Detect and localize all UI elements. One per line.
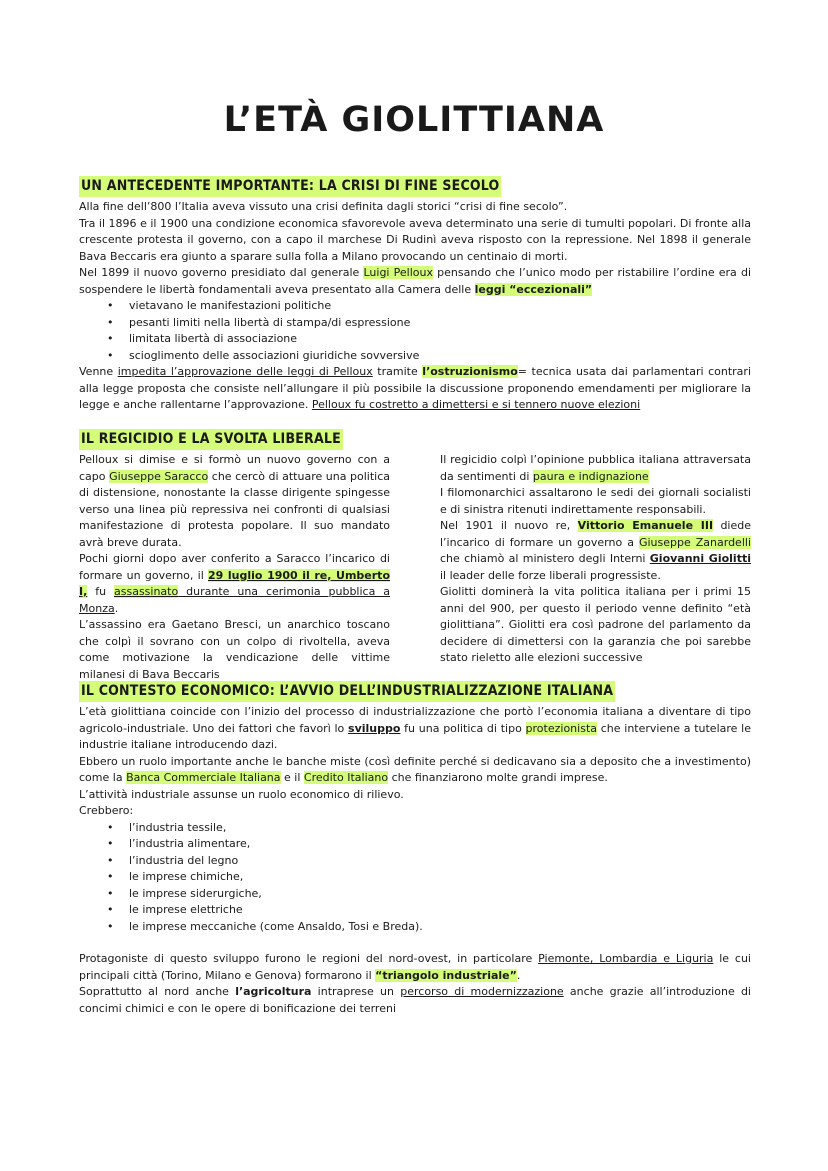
section-economia (79, 680, 751, 1017)
list-item: • le imprese meccaniche (come Ansaldo, Tosi e Breda). (129, 919, 751, 936)
highlight-zanardelli: Giuseppe Zanardelli (638, 535, 751, 549)
highlight-assassinato: assassinato (114, 585, 179, 598)
highlight-vittorio: Vittorio Emanuele III (577, 519, 714, 532)
paragraph: Ebbero un ruolo importante anche le banche miste (così definite perché si dedicavano sia a deposito che a investimento) come la Banca Commerciale Italiana e il Credito Italiano che finanziarono molte grandi imprese. (79, 754, 751, 784)
column-left (79, 452, 390, 683)
highlight-bci: Banca Commerciale Italiana (126, 771, 281, 784)
highlight-saracco: Giuseppe Saracco (109, 469, 209, 483)
list-industrie (79, 820, 751, 936)
list-item: • vietavano le manifestazioni politiche (129, 298, 751, 315)
list-item: • le imprese elettriche (129, 902, 751, 919)
paragraph: Nel 1899 il nuovo governo presidiato dal generale Luigi Pelloux pensando che l’unico modo per ristabilire l’ordine era di sospendere le libertà fondamentali aveva presentato alla Camera delle leggi “eccezionali” (79, 266, 752, 296)
highlight-credito: Credito Italiano (303, 771, 389, 784)
list-item: • pesanti limiti nella libertà di stampa/di espressione (129, 315, 751, 332)
paragraph: Crebbero: (79, 804, 134, 817)
section-heading-crisi: UN ANTECEDENTE IMPORTANTE: LA CRISI DI FINE SECOLO (79, 176, 501, 197)
paragraph: Giolitti dominerà la vita politica italiana per i primi 15 anni del 900, per questo il periodo venne definito “età giolittiana”. Giolitti era così padrone del parlamento da decidere di dimettersi con la garanzia che poi sarebbe stato rieletto alle elezioni successive (440, 585, 751, 664)
list-item: • l’industria alimentare, (129, 836, 751, 853)
list-leggi (79, 298, 751, 364)
highlight-date: 29 luglio 1900 il re, Umberto I, (79, 568, 391, 598)
list-item: • l’industria tessile, (129, 820, 751, 837)
list-item: • le imprese chimiche, (129, 869, 751, 886)
paragraph: L’assassino era Gaetano Bresci, un anarchico toscano che colpì il sovrano con un colpo di rivoltella, aveva come motivazione la vendicazione delle vittime milanesi di Bava Beccaris (79, 618, 390, 681)
section-regicidio (79, 428, 751, 683)
paragraph: Pochi giorni dopo aver conferito a Saracco l’incarico di formare un governo, il 29 luglio 1900 il re, Umberto I, fu assassinato durante una cerimonia pubblica a Monza. (79, 552, 391, 615)
paragraph: Venne impedita l’approvazione delle leggi di Pelloux tramite l’ostruzionismo= tecnica usata dai parlamentari contrari alla legge proposta che consiste nell’allungare il più possibile la discussione proponendo emendamenti per migliorare la legge e anche rallentarne l’approvazione. Pelloux fu costretto a dimettersi e si tennero nuove elezioni (79, 365, 751, 411)
paragraph: I filomonarchici assaltarono le sedi dei giornali socialisti e di sinistra ritenuti indirettamente responsabili. (440, 486, 751, 516)
paragraph: Soprattutto al nord anche l’agricoltura intraprese un percorso di modernizzazione anche grazie all’introduzione di concimi chimici e con le opere di bonificazione dei terreni (79, 985, 751, 1015)
highlight-paura: paura e indignazione (532, 469, 649, 483)
highlight-protezionista: protezionista (525, 721, 597, 735)
paragraph: L’età giolittiana coincide con l’inizio del processo di industrializzazione che portò l’economia italiana a diventare di tipo agricolo-industriale. Uno dei fattori che favorì lo sviluppo fu una politica di tipo protezionista che interviene a tutelare le industrie italiane introducendo dazi. (79, 705, 751, 751)
page-title: L’ETÀ GIOLITTIANA (223, 100, 605, 140)
section-heading-regicidio: IL REGICIDIO E LA SVOLTA LIBERALE (79, 429, 343, 450)
paragraph: Nel 1901 il nuovo re, Vittorio Emanuele III diede l’incarico di formare un governo a Giuseppe Zanardelli che chiamò al ministero degli Interni Giovanni Giolitti il leader delle forze liberali progressiste. (440, 519, 752, 582)
paragraph: Tra il 1896 e il 1900 una condizione economica sfavorevole aveva determinato una serie di tumulti popolari. Di fronte alla crescente protesta il governo, con a capo il marchese Di Rudinì aveva risposto con la repressione. Nel 1898 il generale Bava Beccaris era giunto a sparare sulla folla a Milano provocando un centinaio di morti. (79, 216, 751, 263)
highlight-triangolo: “triangolo industriale” (375, 968, 517, 982)
list-item: • l’industria del legno (129, 853, 751, 870)
list-item: • scioglimento delle associazioni giuridiche sovversive (129, 348, 751, 365)
paragraph: Pelloux si dimise e si formò un nuovo governo con a capo Giuseppe Saracco che cercò di attuare una politica di distensione, nonostante la classe dirigente spingesse verso una linea più repressiva nei confronti di qualsiasi manifestazione di protesta popolare. Il suo mandato avrà breve durata. (79, 453, 391, 549)
section-heading-economia: IL CONTESTO ECONOMICO: L’AVVIO DELL’INDUSTRIALIZZAZIONE ITALIANA (79, 681, 615, 702)
highlight-leggi-eccezionali: leggi “eccezionali” (474, 282, 593, 296)
paragraph: Protagoniste di questo sviluppo furono le regioni del nord-ovest, in particolare Piemonte, Lombardia e Liguria le cui principali città (Torino, Milano e Genova) formarono il “triangolo industriale”. (79, 952, 751, 982)
paragraph: Il regicidio colpì l’opinione pubblica italiana attraversata da sentimenti di paura e indignazione (440, 453, 751, 483)
list-item: • limitata libertà di associazione (129, 331, 751, 348)
column-right (440, 452, 751, 683)
paragraph: L’attività industriale assunse un ruolo economico di rilievo. (79, 787, 404, 801)
section-crisi (79, 175, 751, 414)
highlight-ostruzionismo: l’ostruzionismo (422, 365, 518, 378)
list-item: • le imprese siderurgiche, (129, 886, 751, 903)
paragraph: Alla fine dell’800 l’Italia aveva vissuto una crisi definita dagli storici “crisi di fine secolo”. (79, 200, 568, 213)
highlight-pelloux: Luigi Pelloux (363, 266, 433, 279)
